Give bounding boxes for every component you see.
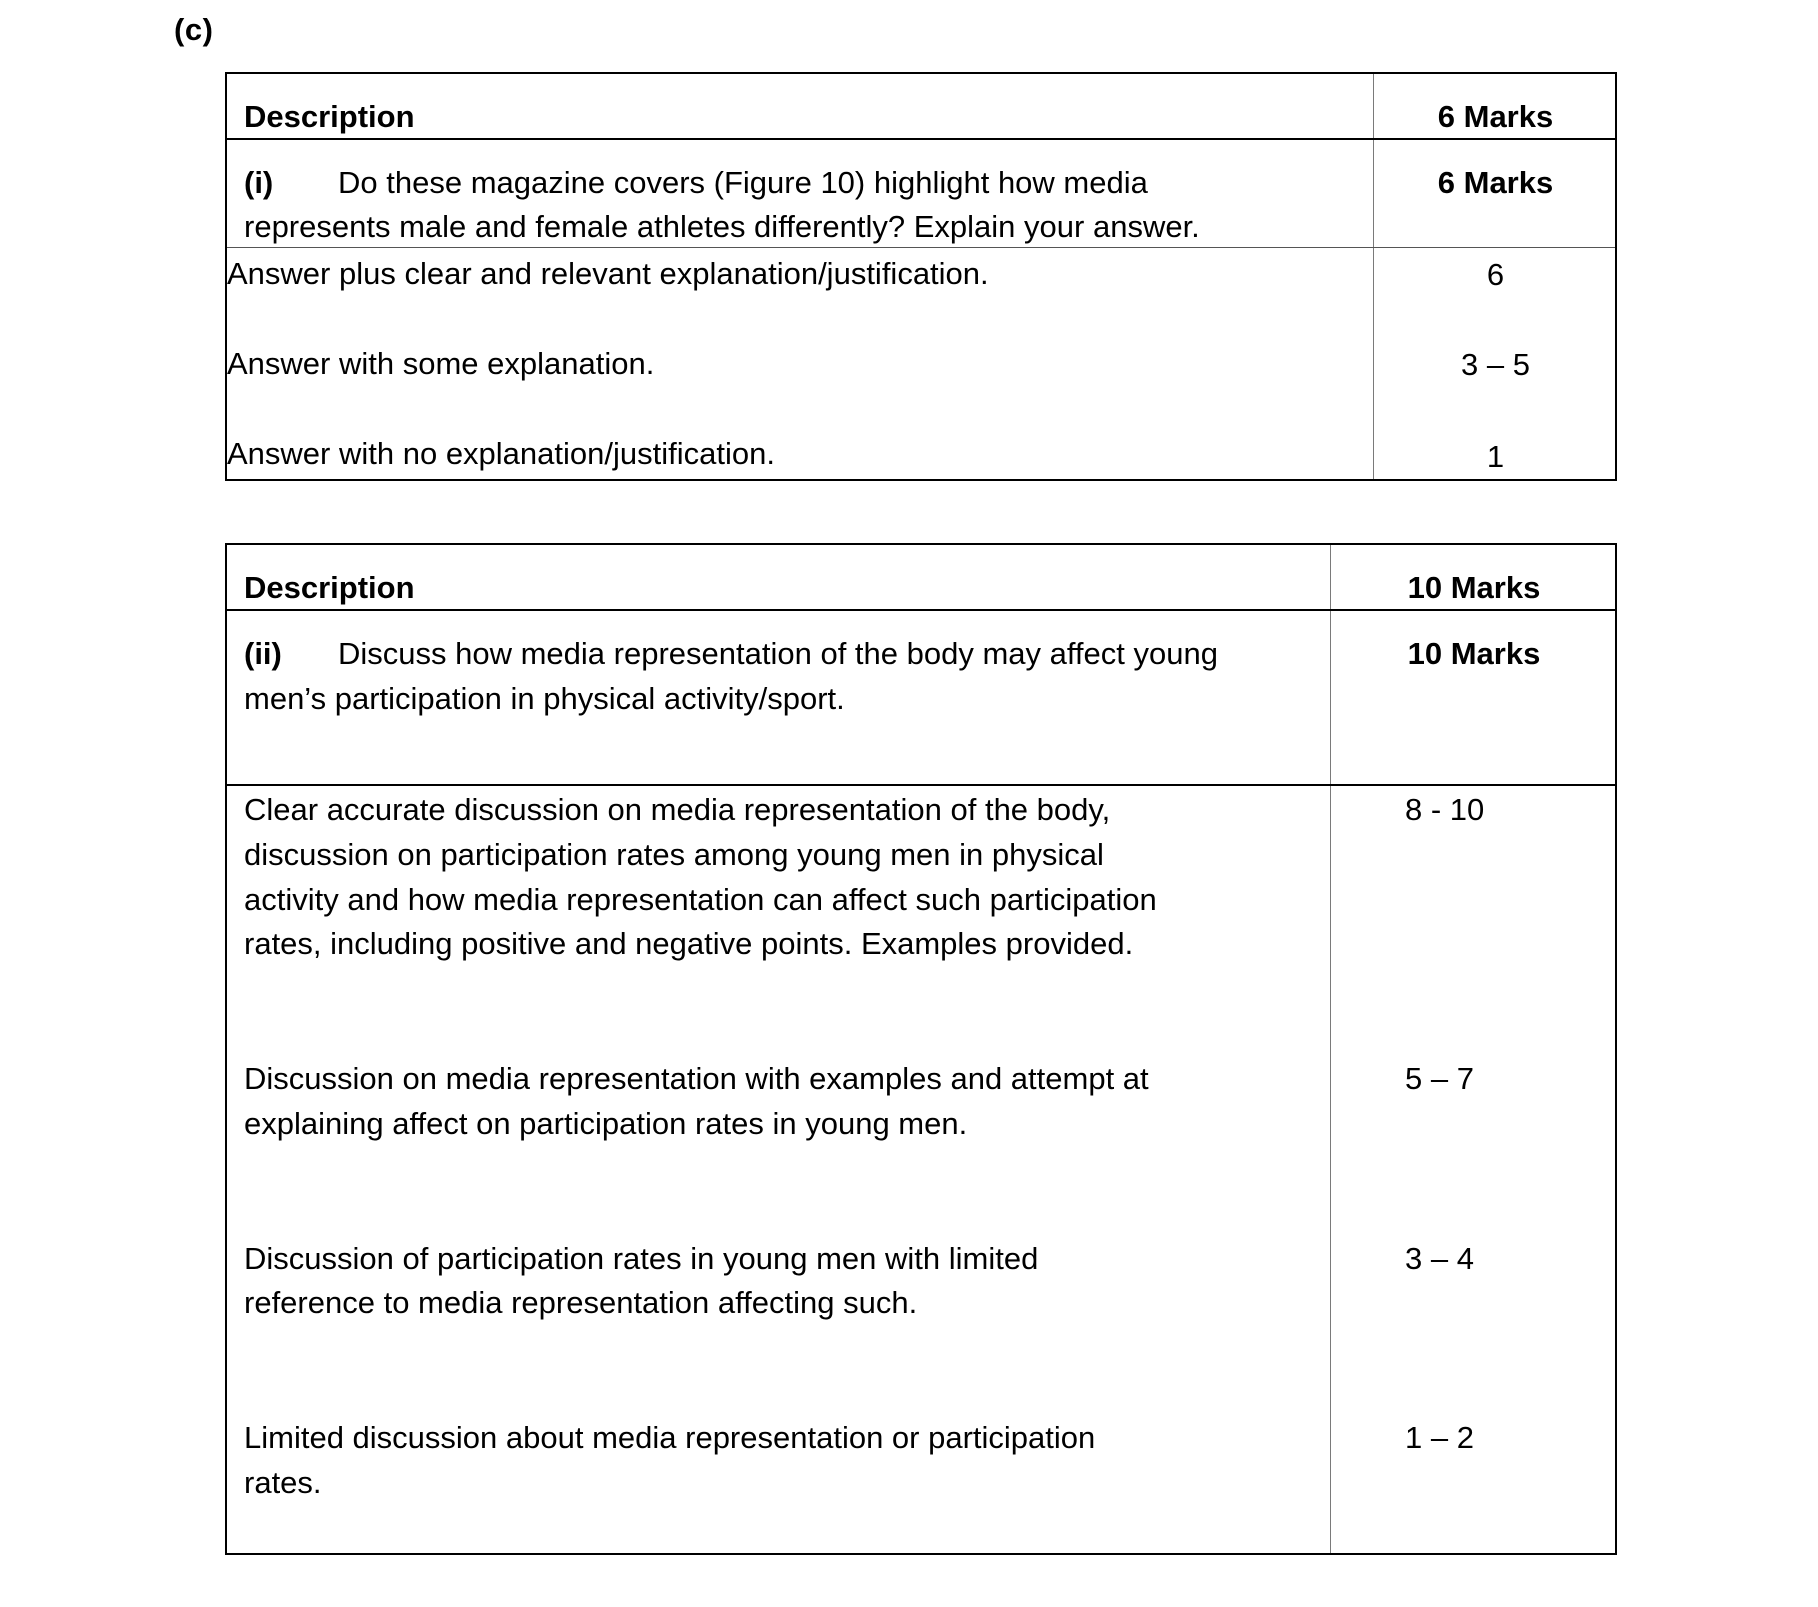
question-line-1 [244, 160, 1148, 205]
criterion-line: Discussion of participation rates in young men with limited [244, 1241, 1039, 1276]
criterion-marks: 1 – 2 [1405, 1420, 1474, 1455]
header-marks: 6 Marks [1437, 99, 1554, 134]
question-line-2: men’s participation in physical activity/sport. [244, 681, 845, 716]
question-label: (i) [244, 165, 274, 200]
criterion-text: Answer plus clear and relevant explanation/justification. [227, 256, 989, 291]
criterion-line: Discussion on media representation with examples and attempt at [244, 1061, 1149, 1096]
criterion-line: rates, including positive and negative points. Examples provided. [244, 926, 1134, 961]
question-text-1: Do these magazine covers (Figure 10) highlight how media [338, 165, 1148, 200]
criterion-line: reference to media representation affecting such. [244, 1285, 918, 1320]
row-divider [227, 784, 1615, 786]
criterion-marks: 3 – 4 [1405, 1241, 1474, 1276]
header-marks: 10 Marks [1407, 570, 1541, 605]
criterion-line: Limited discussion about media representation or participation [244, 1420, 1096, 1455]
criterion-marks: 5 – 7 [1405, 1061, 1474, 1096]
criterion-text: Answer with some explanation. [227, 346, 655, 381]
question-line-1 [244, 631, 1218, 676]
marking-table-1 [225, 72, 1617, 481]
question-marks: 10 Marks [1407, 636, 1541, 671]
header-description: Description [244, 570, 415, 605]
question-line-2: represents male and female athletes differently? Explain your answer. [244, 209, 1200, 244]
criterion-marks: 1 [1486, 439, 1505, 474]
criterion-line: Clear accurate discussion on media representation of the body, [244, 792, 1111, 827]
header-description: Description [244, 99, 415, 134]
criterion-marks: 6 [1486, 257, 1505, 292]
criterion-marks: 3 – 5 [1461, 347, 1530, 382]
marking-table-2 [225, 543, 1617, 1555]
question-text-1: Discuss how media representation of the body may affect young [338, 636, 1218, 671]
criterion-line: activity and how media representation can affect such participation [244, 882, 1157, 917]
column-divider [1330, 545, 1331, 1553]
criterion-marks: 8 - 10 [1405, 792, 1485, 827]
criterion-line: explaining affect on participation rates in young men. [244, 1106, 968, 1141]
criterion-text: Answer with no explanation/justification. [227, 436, 775, 471]
question-marks: 6 Marks [1437, 165, 1554, 200]
question-label: (ii) [244, 636, 282, 671]
criterion-line: rates. [244, 1465, 322, 1500]
section-label: (c) [174, 12, 214, 47]
criterion-line: discussion on participation rates among young men in physical [244, 837, 1104, 872]
